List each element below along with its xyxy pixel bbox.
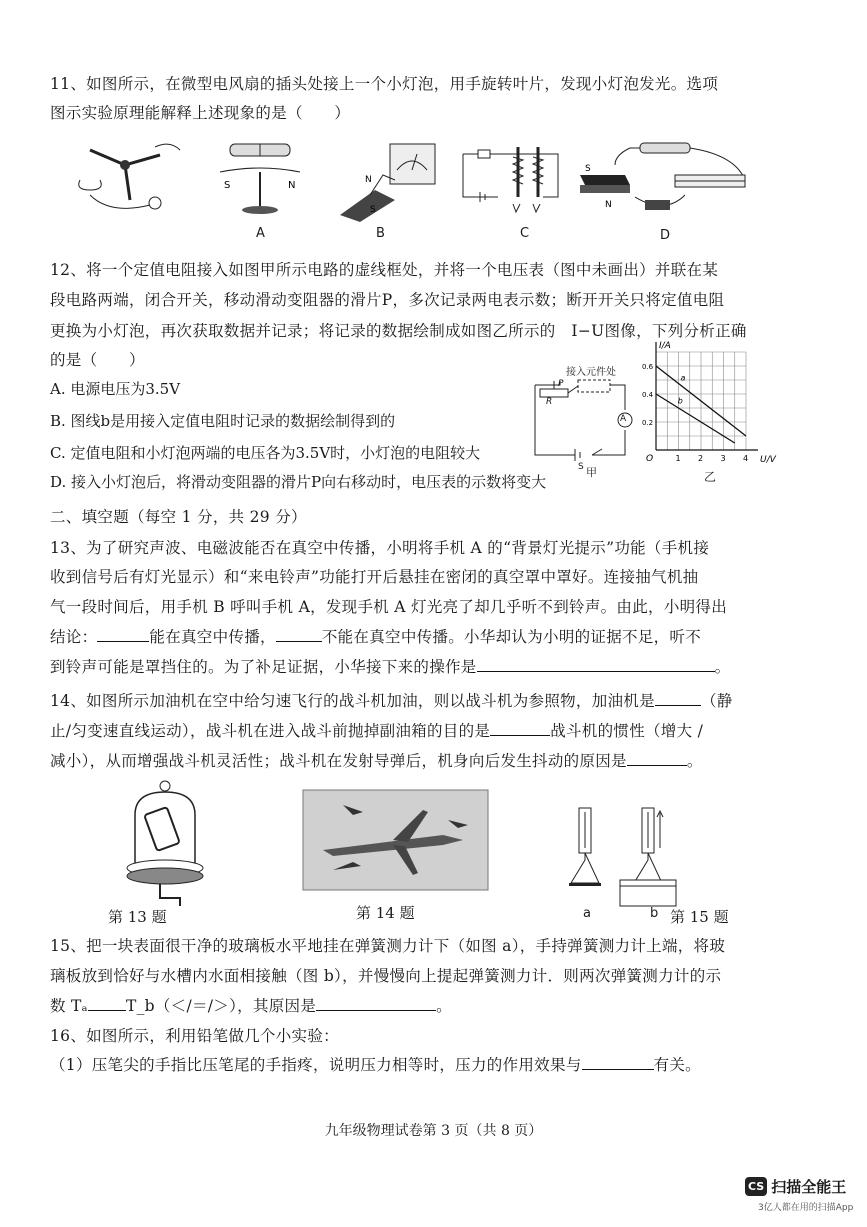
q12-line1: 12、将一个定值电阻接入如图甲所示电路的虚线框处，并将一个电压表（图中未画出）并联在某 [50, 261, 719, 279]
q13-blank-2[interactable] [276, 627, 322, 642]
q13-line4b: 能在真空中传播， [149, 628, 276, 646]
circuit-label-r: R [546, 397, 553, 407]
q11-option-c-label: C [520, 226, 530, 241]
fig13-vacuum-bell-jar [120, 780, 220, 910]
scanner-logo: CS [745, 1177, 767, 1196]
q14-line3 [50, 749, 703, 771]
circuit-label-p: P [558, 379, 564, 389]
q12-line3: 更换为小灯泡，再次获取数据并记录；将记录的数据绘制成如图乙所示的 I−U图像，下列分析正确 [50, 322, 747, 340]
q14-line1 [50, 689, 733, 711]
q13-line4c: 不能在真空中传播。小华却认为小明的证据不足，听不 [321, 628, 702, 646]
q14-blank-3[interactable] [627, 751, 687, 766]
q13-line5 [50, 655, 730, 677]
q13-line2: 收到信号后有灯光显示）和“来电铃声”功能打开后悬挂在密闭的真空罩中罩好。连接抽气机抽 [50, 568, 699, 586]
q16-line1: 16、如图所示，利用铅笔做几个小实验： [50, 1027, 339, 1045]
circuit-label-a: A [620, 414, 627, 424]
q14-line3b: 。 [686, 752, 703, 770]
x-tick-label: 4 [743, 454, 749, 463]
svg-text:N: N [288, 180, 296, 191]
y-tick-label: 0.4 [642, 391, 654, 399]
q12-option-d: D. 接入小灯泡后，将滑动变阻器的滑片P向右移动时，电压表的示数将变大 [50, 473, 547, 491]
fig14-aerial-refueling-photo [303, 790, 488, 890]
y-tick-label: 0.6 [642, 363, 654, 371]
q15-line2: 璃板放到恰好与水槽内水面相接触（图 b），并慢慢向上提起弹簧测力计．则两次弹簧测力计的示 [50, 967, 722, 985]
q16-line2b: 有关。 [653, 1056, 701, 1074]
q15-line3 [50, 994, 452, 1016]
q15-line3b: T_b（＜/＝/＞），其原因是 [125, 997, 317, 1015]
q16-line2a: （1）压笔尖的手指比压笔尾的手指疼，说明压力相等时，压力的作用效果与 [50, 1056, 582, 1074]
fig14-caption: 第 14 题 [356, 904, 415, 922]
q11-line2: 图示实验原理能解释上述现象的是（ ） [50, 104, 351, 122]
scanner-name: 扫描全能王 [771, 1178, 847, 1196]
q11-option-a-label: A [256, 226, 265, 241]
fig15-caption: 第 15 题 [670, 908, 729, 926]
q11-fan-figure [70, 135, 185, 220]
q13-line5-end: 。 [714, 658, 731, 676]
x-tick-label: 1 [675, 454, 681, 463]
q15-line1: 15、把一块表面很干净的玻璃板水平地挂在弹簧测力计下（如图 a），手持弹簧测力计上端，将玻 [50, 937, 726, 955]
q14-blank-2[interactable] [490, 721, 550, 736]
q11-option-b-label: B [376, 226, 385, 241]
section2-title: 二、填空题（每空 1 分，共 29 分） [50, 508, 307, 526]
fig15-label-a: a [583, 906, 591, 921]
q13-line1: 13、为了研究声波、电磁波能否在真空中传播，小明将手机 A 的“背景灯光提示”功能（手机接 [50, 539, 710, 557]
q14-line1a: 14、如图所示加油机在空中给匀速飞行的战斗机加油，则以战斗机为参照物，加油机是 [50, 692, 655, 710]
circuit-label-s: S [578, 462, 584, 472]
fig13-caption: 第 13 题 [108, 908, 167, 926]
fig15-spring-scales [565, 798, 715, 908]
scanner-subtitle: 3亿人都在用的扫描App [758, 1203, 854, 1213]
q11-option-c-figure [458, 142, 568, 217]
series-label-a: a [680, 373, 686, 383]
q15-line3a: 数 Tₐ [50, 997, 88, 1015]
q14-line2b: 战斗机的惯性（增大 / [550, 722, 704, 740]
q13-line4a: 结论： [50, 628, 98, 646]
y-tick-label: 0.2 [642, 419, 654, 427]
origin-label: O [646, 454, 654, 464]
q16-line2 [50, 1053, 701, 1075]
q14-line3a: 减小），从而增强战斗机灵活性；战斗机在发射导弹后，机身向后发生抖动的原因是 [50, 752, 627, 770]
q11-option-b-figure [335, 140, 440, 222]
q12-line2: 段电路两端，闭合开关，移动滑动变阻器的滑片P，多次记录两电表示数；断开开关只将定值电阻 [50, 291, 725, 309]
q15-line3c: 。 [436, 997, 452, 1015]
fig15-label-b: b [650, 906, 659, 921]
q15-blank-1[interactable] [88, 996, 126, 1011]
q14-line1b: （静 [700, 692, 733, 710]
q13-line4 [50, 625, 701, 647]
q12-circuit-diagram [530, 375, 640, 485]
q11-option-d-figure [575, 135, 755, 225]
q15-blank-2[interactable] [316, 996, 436, 1011]
q14-blank-1[interactable] [655, 691, 701, 706]
svg-text:N: N [365, 175, 372, 185]
svg-text:S: S [585, 164, 591, 174]
q13-line3: 气一段时间后，用手机 B 呼叫手机 A，发现手机 A 灯光亮了却几乎听不到铃声。由此，小明得出 [50, 598, 728, 616]
q13-blank-3[interactable] [477, 657, 715, 672]
q11-line1: 11、如图所示，在微型电风扇的插头处接上一个小灯泡，用手旋转叶片，发现小灯泡发光。选项 [50, 75, 719, 93]
scanner-watermark [745, 1176, 846, 1197]
q11-option-a-figure [210, 142, 310, 217]
circuit-label-box: 接入元件处 [566, 367, 616, 378]
svg-text:N: N [605, 200, 612, 210]
q12-option-a: A. 电源电压为3.5V [50, 380, 181, 398]
series-label-b: b [677, 396, 683, 406]
q14-line2a: 止/匀变速直线运动），战斗机在进入战斗前抛掉副油箱的目的是 [50, 722, 491, 740]
q13-line5-text: 到铃声可能是罩挡住的。为了补足证据，小华接下来的操作是 [50, 658, 477, 676]
y-axis-label: I/A [659, 341, 671, 351]
q16-blank-1[interactable] [582, 1055, 654, 1070]
x-axis-label: U/V [760, 455, 776, 465]
q13-blank-1[interactable] [97, 627, 149, 642]
q11-option-d-label: D [660, 228, 671, 243]
iu-graph [642, 338, 776, 468]
x-tick-label: 2 [698, 454, 704, 463]
circuit-caption: 甲 [586, 466, 597, 479]
svg-text:S: S [224, 180, 231, 191]
q14-line2 [50, 719, 703, 741]
q12-option-c: C. 定值电阻和小灯泡两端的电压各为3.5V时，小灯泡的电阻较大 [50, 444, 481, 462]
graph-caption: 乙 [704, 470, 717, 484]
svg-text:S: S [370, 205, 376, 215]
q12-line4: 的是（ ） [50, 351, 145, 369]
q12-option-b: B. 图线b是用接入定值电阻时记录的数据绘制得到的 [50, 412, 396, 430]
page-footer: 九年级物理试卷第 3 页（共 8 页） [324, 1123, 543, 1139]
x-tick-label: 3 [720, 454, 726, 463]
